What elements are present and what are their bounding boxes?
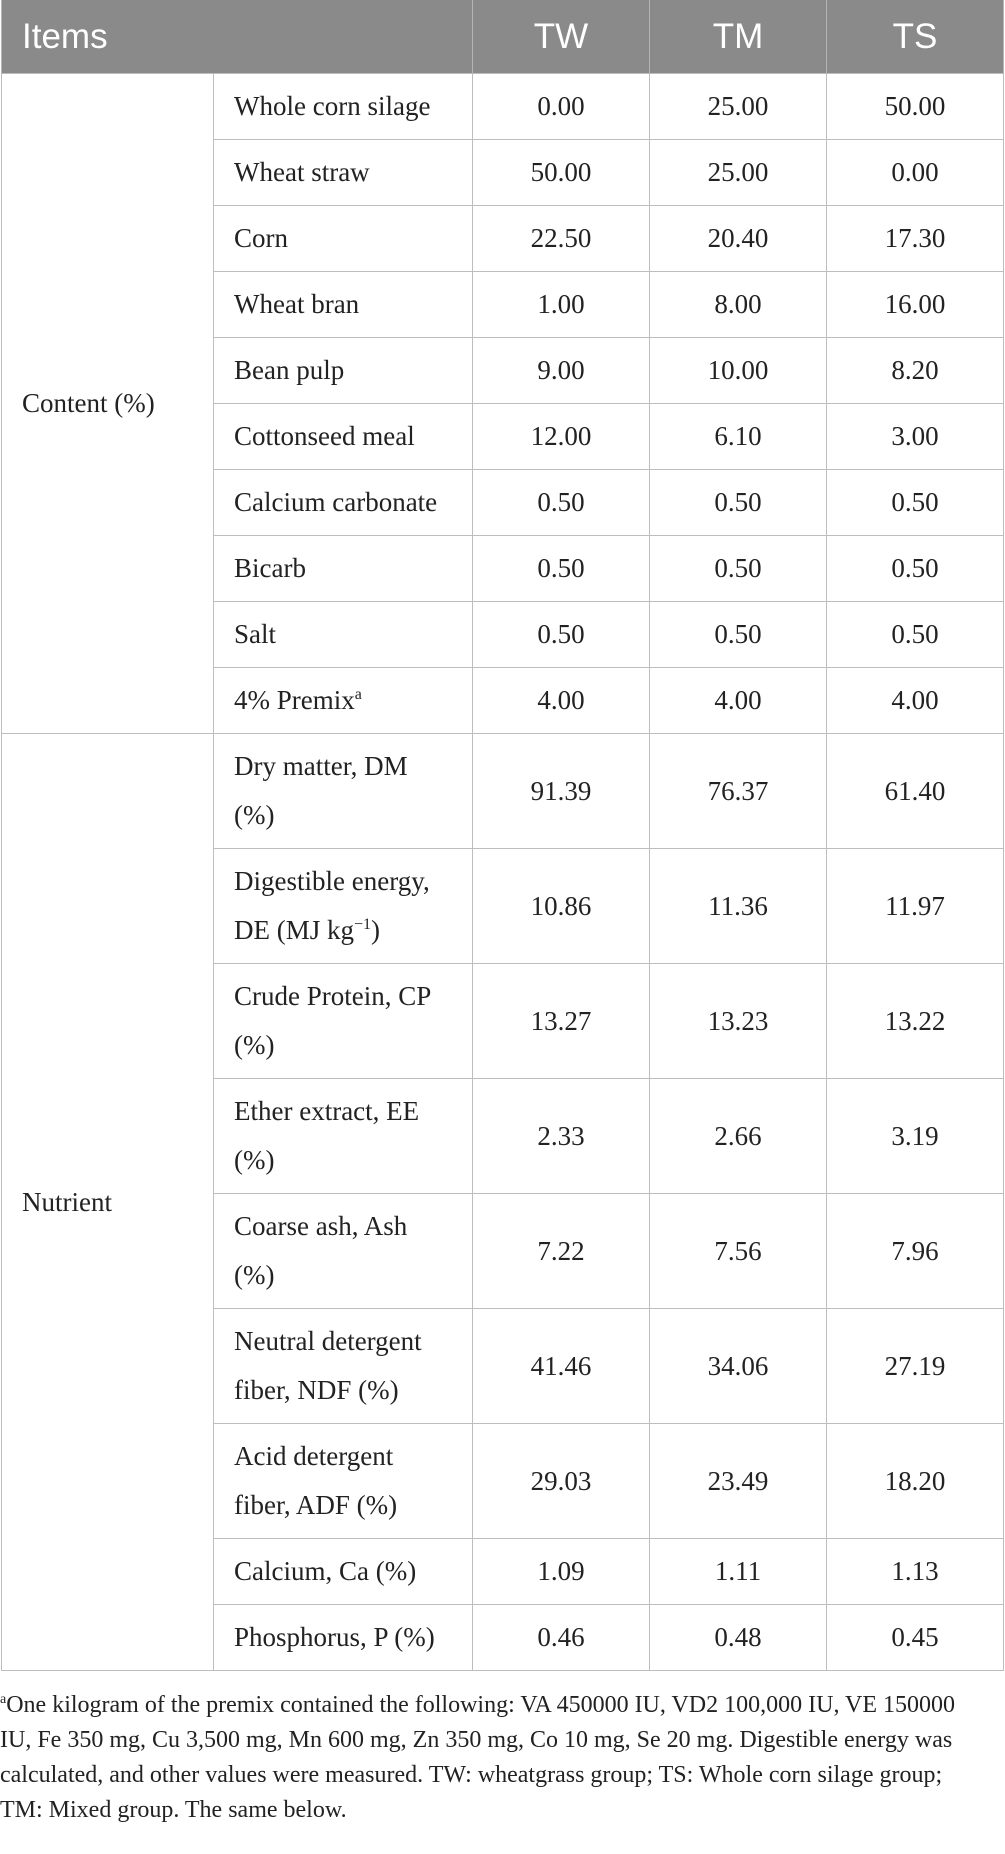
row-item-label: Corn	[234, 223, 288, 253]
group-label: Nutrient	[2, 734, 214, 1671]
row-item	[214, 1539, 473, 1605]
row-item-label: Coarse ash, Ash (%)	[234, 1211, 408, 1290]
cell-value: 0.46	[473, 1605, 650, 1671]
cell-value: 11.97	[827, 849, 1004, 964]
cell-value: 0.48	[650, 1605, 827, 1671]
cell-value: 1.13	[827, 1539, 1004, 1605]
row-item-label: Wheat bran	[234, 289, 360, 319]
cell-value: 41.46	[473, 1309, 650, 1424]
table-row	[2, 734, 1004, 849]
cell-value: 4.00	[827, 668, 1004, 734]
cell-value: 10.86	[473, 849, 650, 964]
cell-value: 27.19	[827, 1309, 1004, 1424]
row-item	[214, 964, 473, 1079]
cell-value: 0.50	[650, 602, 827, 668]
row-item-label: Whole corn silage	[234, 91, 431, 121]
cell-value: 12.00	[473, 404, 650, 470]
row-item	[214, 140, 473, 206]
cell-value: 0.50	[827, 536, 1004, 602]
row-item-label: Phosphorus, P (%)	[234, 1622, 435, 1652]
cell-value: 4.00	[650, 668, 827, 734]
cell-value: 20.40	[650, 206, 827, 272]
cell-value: 25.00	[650, 140, 827, 206]
cell-value: 6.10	[650, 404, 827, 470]
cell-value: 2.66	[650, 1079, 827, 1194]
cell-value: 16.00	[827, 272, 1004, 338]
cell-value: 34.06	[650, 1309, 827, 1424]
header-ts: TS	[827, 0, 1004, 74]
cell-value: 50.00	[473, 140, 650, 206]
cell-value: 61.40	[827, 734, 1004, 849]
header-row	[2, 0, 1004, 74]
row-item-label: Digestible energy, DE (MJ kg	[234, 866, 430, 945]
table-row	[2, 74, 1004, 140]
row-item-superscript: a	[354, 686, 362, 703]
row-item	[214, 272, 473, 338]
cell-value: 0.50	[650, 536, 827, 602]
row-item	[214, 536, 473, 602]
cell-value: 3.00	[827, 404, 1004, 470]
table-body	[2, 74, 1004, 1671]
row-item	[214, 1194, 473, 1309]
cell-value: 8.00	[650, 272, 827, 338]
cell-value: 11.36	[650, 849, 827, 964]
cell-value: 1.00	[473, 272, 650, 338]
row-item	[214, 470, 473, 536]
cell-value: 0.50	[827, 602, 1004, 668]
cell-value: 23.49	[650, 1424, 827, 1539]
diet-composition-table	[1, 0, 1004, 1671]
row-item-label: Acid detergent fiber, ADF (%)	[234, 1441, 398, 1520]
cell-value: 0.50	[827, 470, 1004, 536]
footnote-text: One kilogram of the premix contained the following: VA 450000 IU, VD2 100,000 IU, VE 150000 IU, Fe 350 mg, Cu 3,500 mg, Mn 600 mg, Zn 350 mg, Co 10 mg, Se 20 mg. Digestible energy was calculated, and other values were measured. TW: wheatgrass group; TS: Whole corn silage group; TM: Mixed group. The same below.	[0, 1692, 956, 1823]
row-item-suffix: )	[371, 915, 381, 945]
cell-value: 18.20	[827, 1424, 1004, 1539]
row-item	[214, 404, 473, 470]
cell-value: 91.39	[473, 734, 650, 849]
cell-value: 50.00	[827, 74, 1004, 140]
cell-value: 1.09	[473, 1539, 650, 1605]
cell-value: 17.30	[827, 206, 1004, 272]
row-item-label: Dry matter, DM (%)	[234, 751, 408, 830]
cell-value: 13.23	[650, 964, 827, 1079]
row-item	[214, 74, 473, 140]
table-header	[2, 0, 1004, 74]
header-tw: TW	[473, 0, 650, 74]
row-item	[214, 1605, 473, 1671]
row-item-label: Ether extract, EE (%)	[234, 1096, 420, 1175]
row-item-superscript: −1	[354, 916, 372, 933]
row-item	[214, 849, 473, 964]
cell-value: 10.00	[650, 338, 827, 404]
row-item-label: 4% Premix	[234, 685, 355, 715]
row-item	[214, 602, 473, 668]
cell-value: 4.00	[473, 668, 650, 734]
cell-value: 0.50	[473, 470, 650, 536]
row-item	[214, 668, 473, 734]
row-item	[214, 1309, 473, 1424]
row-item-label: Crude Protein, CP (%)	[234, 981, 431, 1060]
cell-value: 25.00	[650, 74, 827, 140]
row-item	[214, 734, 473, 849]
row-item-label: Neutral detergent fiber, NDF (%)	[234, 1326, 422, 1405]
row-item-label: Calcium, Ca (%)	[234, 1556, 417, 1586]
cell-value: 7.22	[473, 1194, 650, 1309]
row-item-label: Bean pulp	[234, 355, 345, 385]
row-item	[214, 1424, 473, 1539]
header-tm: TM	[650, 0, 827, 74]
cell-value: 0.45	[827, 1605, 1004, 1671]
cell-value: 0.50	[473, 536, 650, 602]
cell-value: 8.20	[827, 338, 1004, 404]
cell-value: 3.19	[827, 1079, 1004, 1194]
cell-value: 76.37	[650, 734, 827, 849]
row-item	[214, 1079, 473, 1194]
cell-value: 0.50	[650, 470, 827, 536]
cell-value: 29.03	[473, 1424, 650, 1539]
row-item	[214, 338, 473, 404]
group-label: Content (%)	[2, 74, 214, 734]
cell-value: 13.22	[827, 964, 1004, 1079]
row-item-label: Cottonseed meal	[234, 421, 415, 451]
header-items: Items	[2, 0, 473, 74]
cell-value: 0.00	[827, 140, 1004, 206]
cell-value: 0.00	[473, 74, 650, 140]
footnote-marker: a	[0, 1692, 7, 1707]
cell-value: 13.27	[473, 964, 650, 1079]
cell-value: 22.50	[473, 206, 650, 272]
row-item-label: Bicarb	[234, 553, 306, 583]
row-item	[214, 206, 473, 272]
row-item-label: Calcium carbonate	[234, 487, 438, 517]
table-footnote	[0, 1688, 982, 1828]
cell-value: 7.56	[650, 1194, 827, 1309]
cell-value: 1.11	[650, 1539, 827, 1605]
cell-value: 7.96	[827, 1194, 1004, 1309]
row-item-label: Salt	[234, 619, 277, 649]
cell-value: 2.33	[473, 1079, 650, 1194]
row-item-label: Wheat straw	[234, 157, 370, 187]
cell-value: 9.00	[473, 338, 650, 404]
cell-value: 0.50	[473, 602, 650, 668]
